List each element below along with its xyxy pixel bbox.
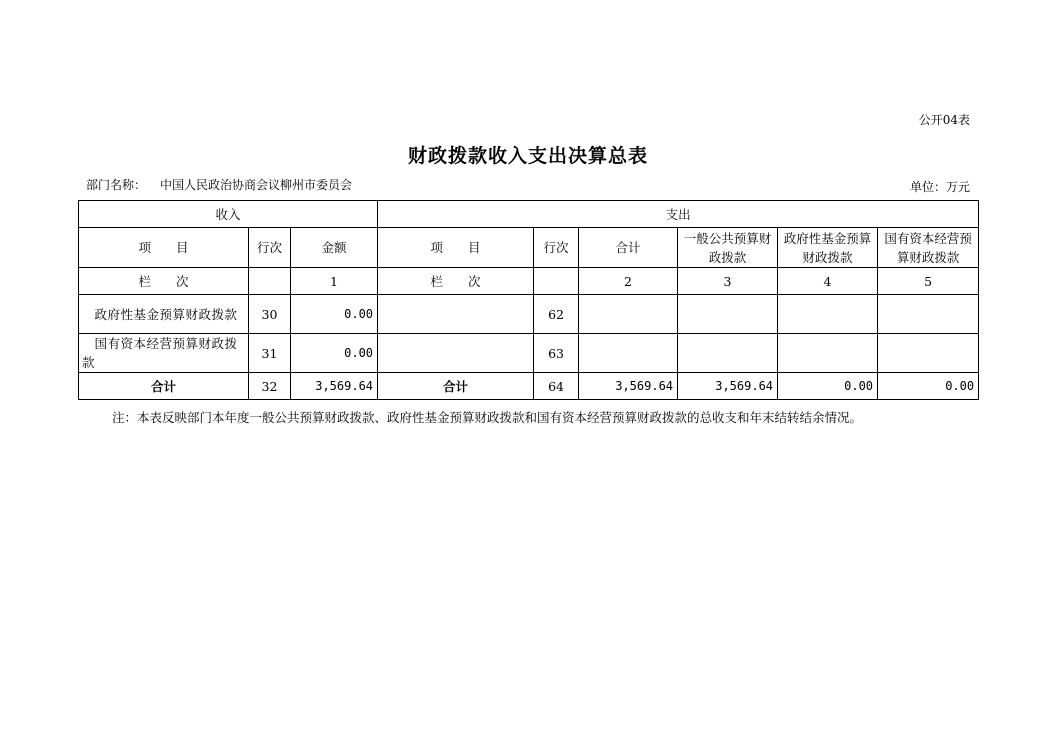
income-total-row-no: 32 bbox=[249, 373, 291, 400]
expense-total-label: 合计 bbox=[378, 373, 534, 400]
expense-total-header: 合计 bbox=[579, 228, 678, 268]
unit-label: 单位：万元 bbox=[909, 180, 970, 194]
total-row bbox=[79, 373, 979, 400]
expense-row-no-cell: 63 bbox=[534, 334, 579, 373]
column-index-3: 3 bbox=[678, 268, 778, 295]
fund-budget-cell bbox=[778, 295, 878, 334]
income-item-cell: 国有资本经营预算财政拨款 bbox=[79, 334, 249, 373]
expense-item-cell bbox=[378, 334, 534, 373]
expense-lanci-label: 栏 次 bbox=[378, 268, 534, 295]
expense-header: 支出 bbox=[378, 201, 979, 228]
fund-budget-total: 0.00 bbox=[778, 373, 878, 400]
income-amount-cell: 0.00 bbox=[291, 334, 378, 373]
table-row bbox=[79, 334, 979, 373]
column-index-2: 2 bbox=[579, 268, 678, 295]
expense-item-header: 项 目 bbox=[378, 228, 534, 268]
general-budget-header: 一般公共预算财政拨款 bbox=[678, 228, 778, 268]
expense-total-cell bbox=[579, 295, 678, 334]
table-row bbox=[79, 295, 979, 334]
general-budget-total: 3,569.64 bbox=[678, 373, 778, 400]
income-row-no-header: 行次 bbox=[249, 228, 291, 268]
income-item-header: 项 目 bbox=[79, 228, 249, 268]
footnote: 注：本表反映部门本年度一般公共预算财政拨款、政府性基金预算财政拨款和国有资本经营预算财政拨款的总收支和年末结转结余情况。 bbox=[112, 410, 863, 425]
income-header: 收入 bbox=[79, 201, 378, 228]
income-row-no-cell: 31 bbox=[249, 334, 291, 373]
department-label: 部门名称： bbox=[86, 178, 147, 192]
state-capital-cell bbox=[878, 334, 979, 373]
budget-summary-table bbox=[78, 200, 979, 400]
department-name: 中国人民政治协商会议柳州市委员会 bbox=[160, 178, 353, 192]
table-header-row-1 bbox=[79, 201, 979, 228]
expense-total-cell bbox=[579, 334, 678, 373]
expense-total-amount: 3,569.64 bbox=[579, 373, 678, 400]
fund-budget-header: 政府性基金预算财政拨款 bbox=[778, 228, 878, 268]
report-title: 财政拨款收入支出决算总表 bbox=[407, 145, 648, 167]
income-amount-header: 金额 bbox=[291, 228, 378, 268]
income-total-label: 合计 bbox=[79, 373, 249, 400]
general-budget-cell bbox=[678, 334, 778, 373]
income-row-no-cell: 30 bbox=[249, 295, 291, 334]
income-item-cell: 政府性基金预算财政拨款 bbox=[79, 295, 249, 334]
state-capital-cell bbox=[878, 295, 979, 334]
empty-cell bbox=[534, 268, 579, 295]
column-index-1: 1 bbox=[291, 268, 378, 295]
income-lanci-label: 栏 次 bbox=[79, 268, 249, 295]
column-index-5: 5 bbox=[878, 268, 979, 295]
expense-total-row-no: 64 bbox=[534, 373, 579, 400]
department-line bbox=[86, 176, 352, 193]
expense-item-cell bbox=[378, 295, 534, 334]
column-index-4: 4 bbox=[778, 268, 878, 295]
empty-cell bbox=[249, 268, 291, 295]
state-capital-header: 国有资本经营预算财政拨款 bbox=[878, 228, 979, 268]
income-amount-cell: 0.00 bbox=[291, 295, 378, 334]
income-total-amount: 3,569.64 bbox=[291, 373, 378, 400]
fund-budget-cell bbox=[778, 334, 878, 373]
state-capital-total: 0.00 bbox=[878, 373, 979, 400]
general-budget-cell bbox=[678, 295, 778, 334]
column-index-row bbox=[79, 268, 979, 295]
expense-row-no-cell: 62 bbox=[534, 295, 579, 334]
form-number: 公开04表 bbox=[918, 113, 970, 127]
expense-row-no-header: 行次 bbox=[534, 228, 579, 268]
table-header-row-2 bbox=[79, 228, 979, 268]
